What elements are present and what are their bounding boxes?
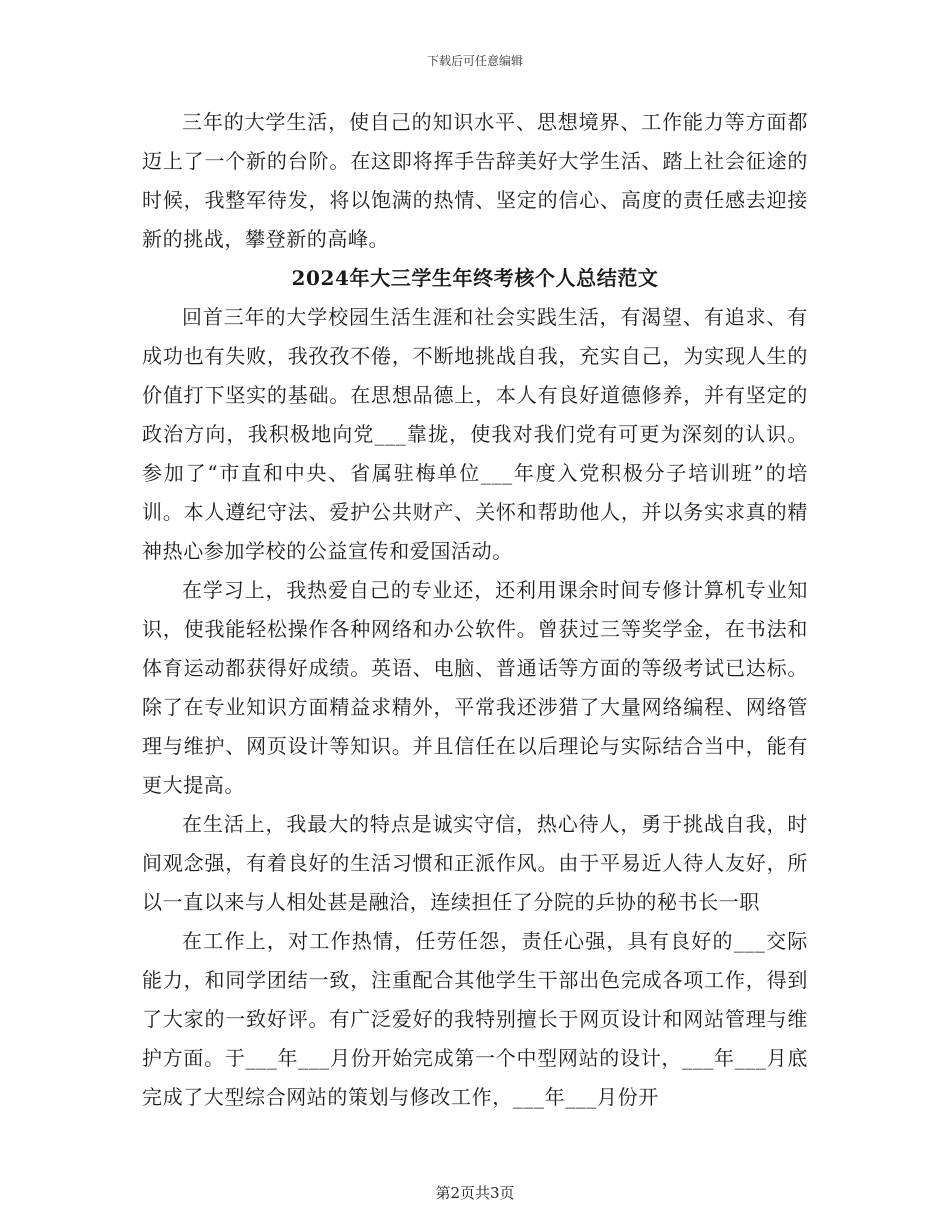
document-body [142,103,808,1117]
document-title: 2024年大三学生年终考核个人总结范文 [291,266,659,290]
paragraph-study: 在学习上，我热爱自己的专业还，还利用课余时间专修计算机专业知识，使我能轻松操作各种网络和办公软件。曾获过三等奖学金，在书法和体育运动都获得好成绩。英语、电脑、普通话等方面的等级考试已达标。除了在专业知识方面精益求精外，平常我还涉猎了大量网络编程、网络管理与维护、网页设计等知识。并且信任在以后理论与实际结合当中，能有更大提高。 [142,578,808,797]
intro-paragraph: 三年的大学生活，使自己的知识水平、思想境界、工作能力等方面都迈上了一个新的台阶。在这即将挥手告辞美好大学生活、踏上社会征途的时候，我整军待发，将以饱满的热情、坚定的信心、高度的责任感去迎接新的挑战，攀登新的高峰。 [142,110,808,251]
paragraph-life: 在生活上，我最大的特点是诚实守信，热心待人，勇于挑战自我，时间观念强，有着良好的生活习惯和正派作风。由于平易近人待人友好，所以一直以来与人相处甚是融洽，连续担任了分院的乒协的秘书长一职 [142,812,808,914]
page-header: 下载后可任意编辑 [426,54,523,68]
paragraph-work: 在工作上，对工作热情，任劳任怨，责任心强，具有良好的___交际能力，和同学团结一致，注重配合其他学生干部出色完成各项工作，得到了大家的一致好评。有广泛爱好的我特别擅长于网页设计和网站管理与维护方面。于___年___月份开始完成第一个中型网站的设计，___年___月底完成了大型综合网站的策划与修改工作，___年___月份开 [142,929,808,1109]
page-number: 第2页共3页 [435,1184,515,1202]
paragraph-ideology: 回首三年的大学校园生活生涯和社会实践生活，有渴望、有追求、有成功也有失败，我孜孜不倦，不断地挑战自我，充实自己，为实现人生的价值打下坚实的基础。在思想品德上，本人有良好道德修养，并有坚定的政治方向，我积极地向党___靠拢，使我对我们党有可更为深刻的认识。参加了“市直和中央、省属驻梅单位___年度入党积极分子培训班”的培训。本人遵纪守法、爱护公共财产、关怀和帮助他人，并以务实求真的精神热心参加学校的公益宣传和爱国活动。 [142,305,808,563]
